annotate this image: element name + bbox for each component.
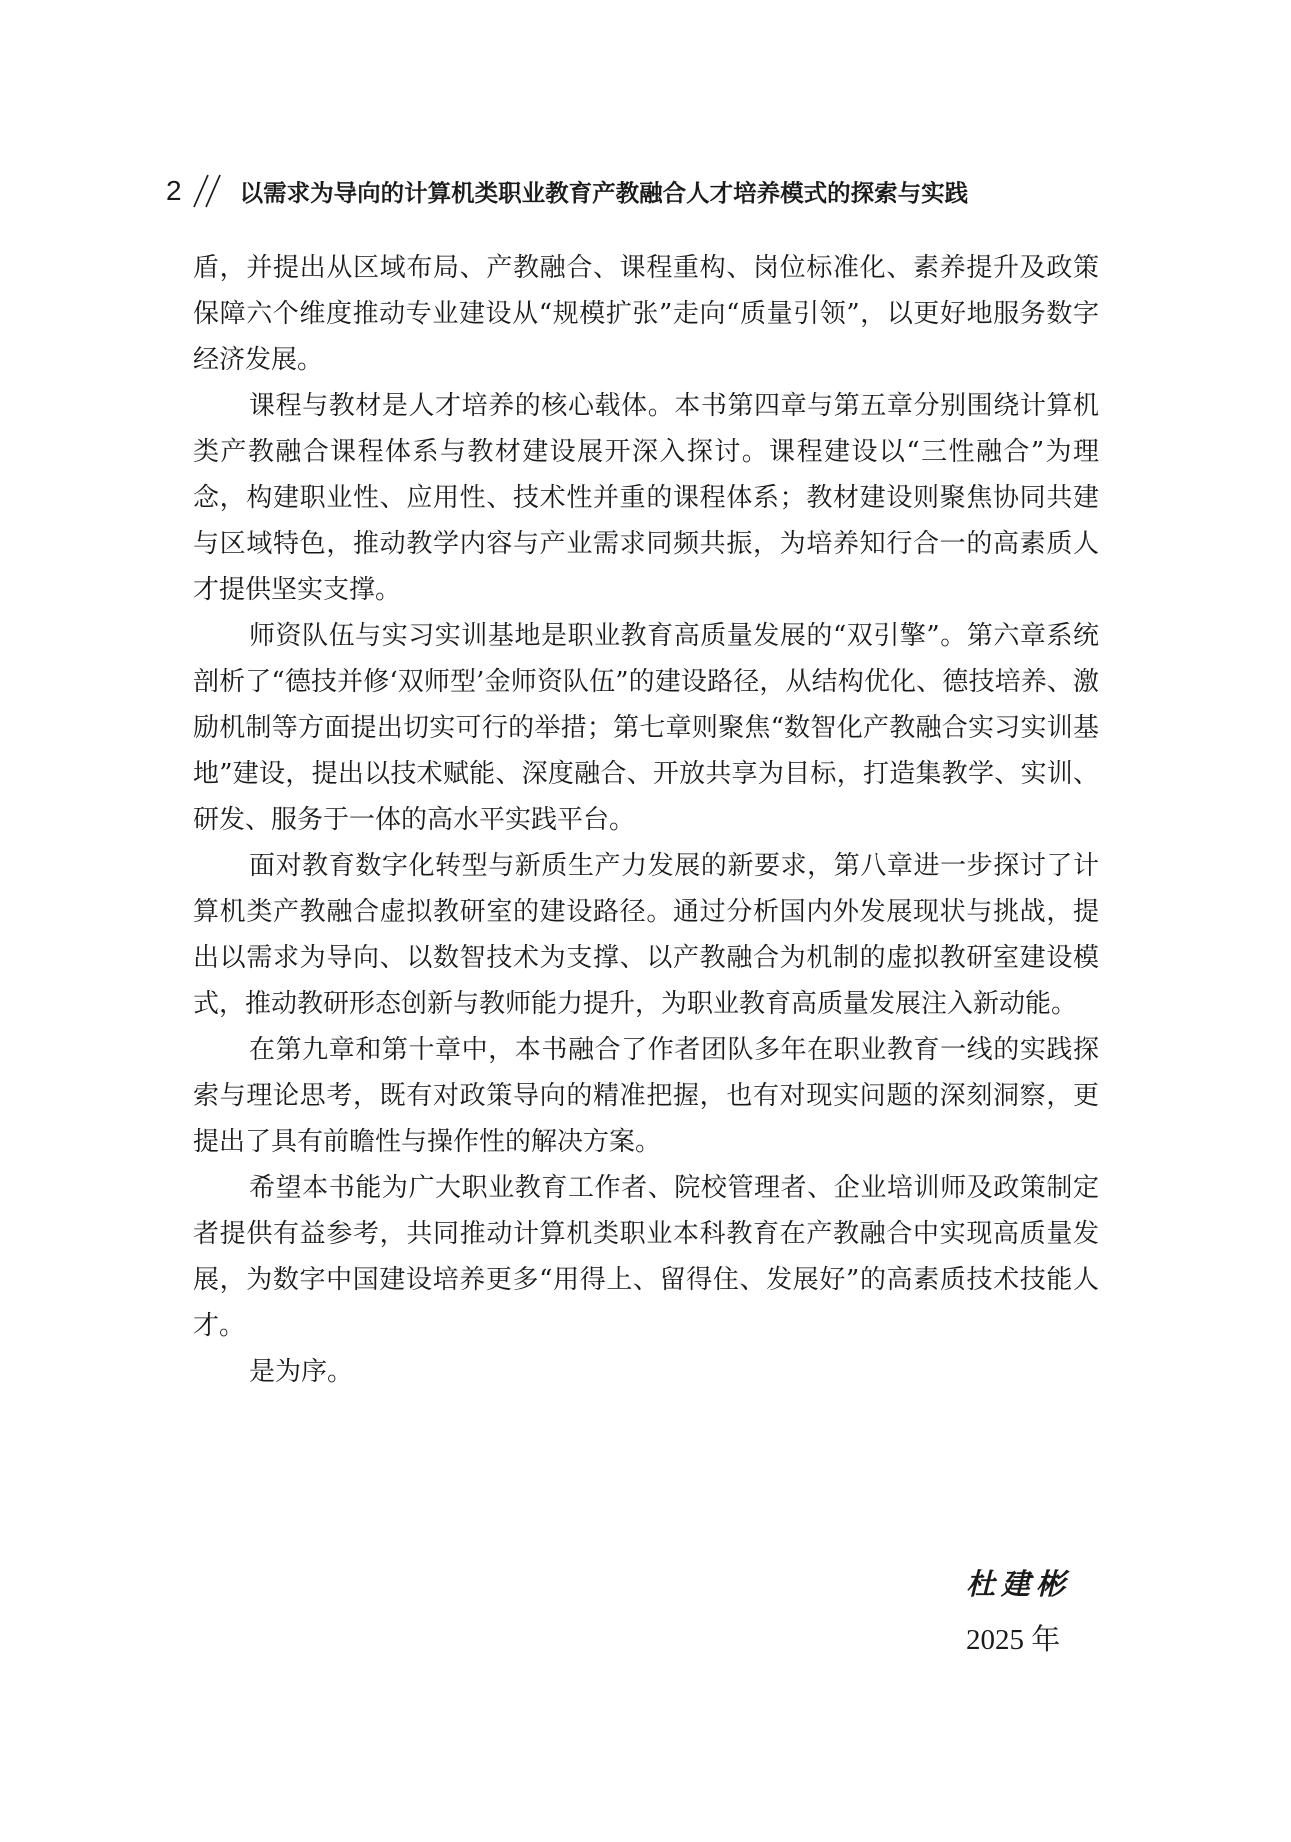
- author-signature: 杜建彬: [966, 1567, 1072, 1601]
- paragraph-virtual-research: 面对教育数字化转型与新质生产力发展的新要求，第八章进一步探讨了计算机类产教融合虚拟教研室的建设路径。通过分析国内外发展现状与挑战，提出以需求为导向、以数智技术为支撑、以产教融合为机制的虚拟教研室建设模式，推动教研形态创新与教师能力提升，为职业教育高质量发展注入新动能。: [193, 851, 1099, 1019]
- body-text: [193, 245, 1099, 1395]
- running-header: [166, 171, 968, 211]
- signature-date: 2025 年: [966, 1624, 1061, 1656]
- paragraph-continued: 盾，并提出从区域布局、产教融合、课程重构、岗位标准化、素养提升及政策保障六个维度推动专业建设从“规模扩张”走向“质量引领”，以更好地服务数字经济发展。: [193, 253, 1099, 375]
- running-title: 以需求为导向的计算机类职业教育产教融合人才培养模式的探索与实践: [239, 179, 969, 207]
- paragraph-closing: 是为序。: [249, 1357, 354, 1387]
- paragraph-curriculum: 课程与教材是人才培养的核心载体。本书第四章与第五章分别围绕计算机类产教融合课程体系与教材建设展开深入探讨。课程建设以“三性融合”为理念，构建职业性、应用性、技术性并重的课程体系；教材建设则聚焦协同共建与区域特色，推动教学内容与产业需求同频共振，为培养知行合一的高素质人才提供坚实支撑。: [193, 391, 1099, 605]
- paragraph-faculty: 师资队伍与实习实训基地是职业教育高质量发展的“双引擎”。第六章系统剖析了“德技并修‘双师型’金师资队伍”的建设路径，从结构优化、德技培养、激励机制等方面提出切实可行的举措；第七章则聚焦“数智化产教融合实习实训基地”建设，提出以技术赋能、深度融合、开放共享为目标，打造集教学、实训、研发、服务于一体的高水平实践平台。: [193, 621, 1099, 835]
- double-slash-icon: [188, 171, 228, 211]
- paragraph-chapters-nine-ten: 在第九章和第十章中，本书融合了作者团队多年在职业教育一线的实践探索与理论思考，既有对政策导向的精准把握，也有对现实问题的深刻洞察，更提出了具有前瞻性与操作性的解决方案。: [193, 1035, 1099, 1157]
- paragraph-hope: 希望本书能为广大职业教育工作者、院校管理者、企业培训师及政策制定者提供有益参考，共同推动计算机类职业本科教育在产教融合中实现高质量发展，为数字中国建设培养更多“用得上、留得住、发展好”的高素质技术技能人才。: [193, 1173, 1099, 1341]
- page-number: 2: [166, 175, 182, 206]
